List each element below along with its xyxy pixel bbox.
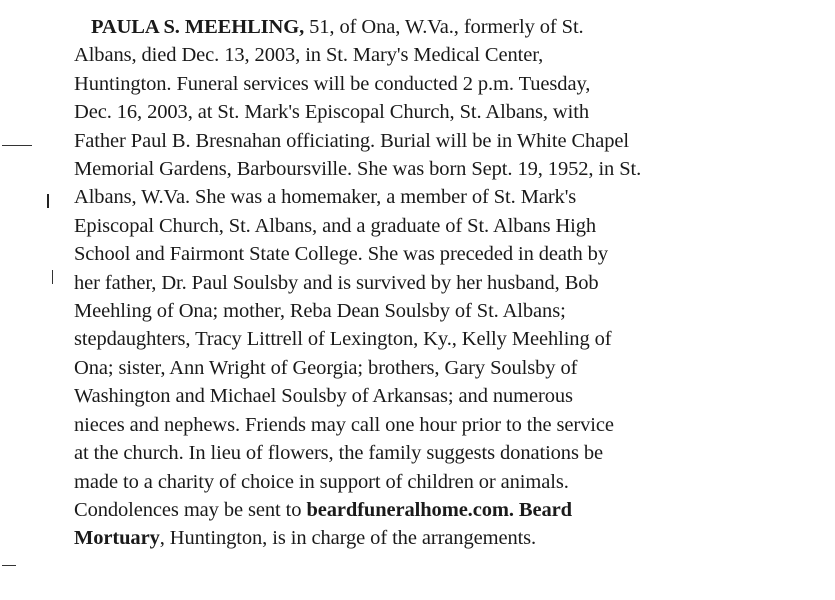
scan-margin-mark [2,145,32,146]
scan-margin-mark [47,194,49,208]
scan-margin-mark [52,270,53,284]
mortuary-name-start: Beard [518,498,572,521]
obituary-line: nieces and nephews. Friends may call one hour prior to the service [74,413,614,436]
obituary-line: Dec. 16, 2003, at St. Mark's Episcopal Church, St. Albans, with [74,101,589,124]
obituary-line: Meehling of Ona; mother, Reba Dean Soulsby of St. Albans; [74,300,566,323]
deceased-name: PAULA S. MEEHLING, [91,16,305,38]
obituary-text [74,13,794,553]
obituary-line: Albans, W.Va. She was a homemaker, a member of St. Mark's [74,186,577,209]
obituary-line: her father, Dr. Paul Soulsby and is survived by her husband, Bob [74,271,599,294]
obituary-line: Huntington. Funeral services will be conducted 2 p.m. Tuesday, [74,72,591,95]
obituary-line [74,496,794,524]
obituary-line: Washington and Michael Soulsby of Arkansas; and numerous [74,385,573,408]
obituary-line: Ona; sister, Ann Wright of Georgia; brothers, Gary Soulsby of [74,356,578,379]
obituary-line: made to a charity of choice in support of children or animals. [74,470,569,493]
obituary-line [74,13,794,41]
obituary-line: Episcopal Church, St. Albans, and a graduate of St. Albans High [74,214,597,237]
obituary-line: Memorial Gardens, Barboursville. She was born Sept. 19, 1952, in St. [74,158,642,181]
obituary-line: Albans, died Dec. 13, 2003, in St. Mary's Medical Center, [74,44,544,67]
obituary-line: stepdaughters, Tracy Littrell of Lexington, Ky., Kelly Meehling of [74,328,612,351]
obituary-line: School and Fairmont State College. She was preceded in death by [74,243,608,266]
obituary-line: Father Paul B. Bresnahan officiating. Burial will be in White Chapel [74,129,629,152]
obituary-line [74,524,794,552]
mortuary-name-end: Mortuary [74,527,160,550]
obituary-line-text: 51, of Ona, W.Va., formerly of St. [304,16,584,38]
obituary-line-text: , Huntington, is in charge of the arrangements. [159,527,537,550]
obituary-line-text: Condolences may be sent to [74,498,307,521]
funeral-home-website: beardfuneralhome.com. [306,498,514,521]
obituary-line: at the church. In lieu of flowers, the family suggests donations be [74,442,604,465]
scan-margin-mark [2,565,16,566]
